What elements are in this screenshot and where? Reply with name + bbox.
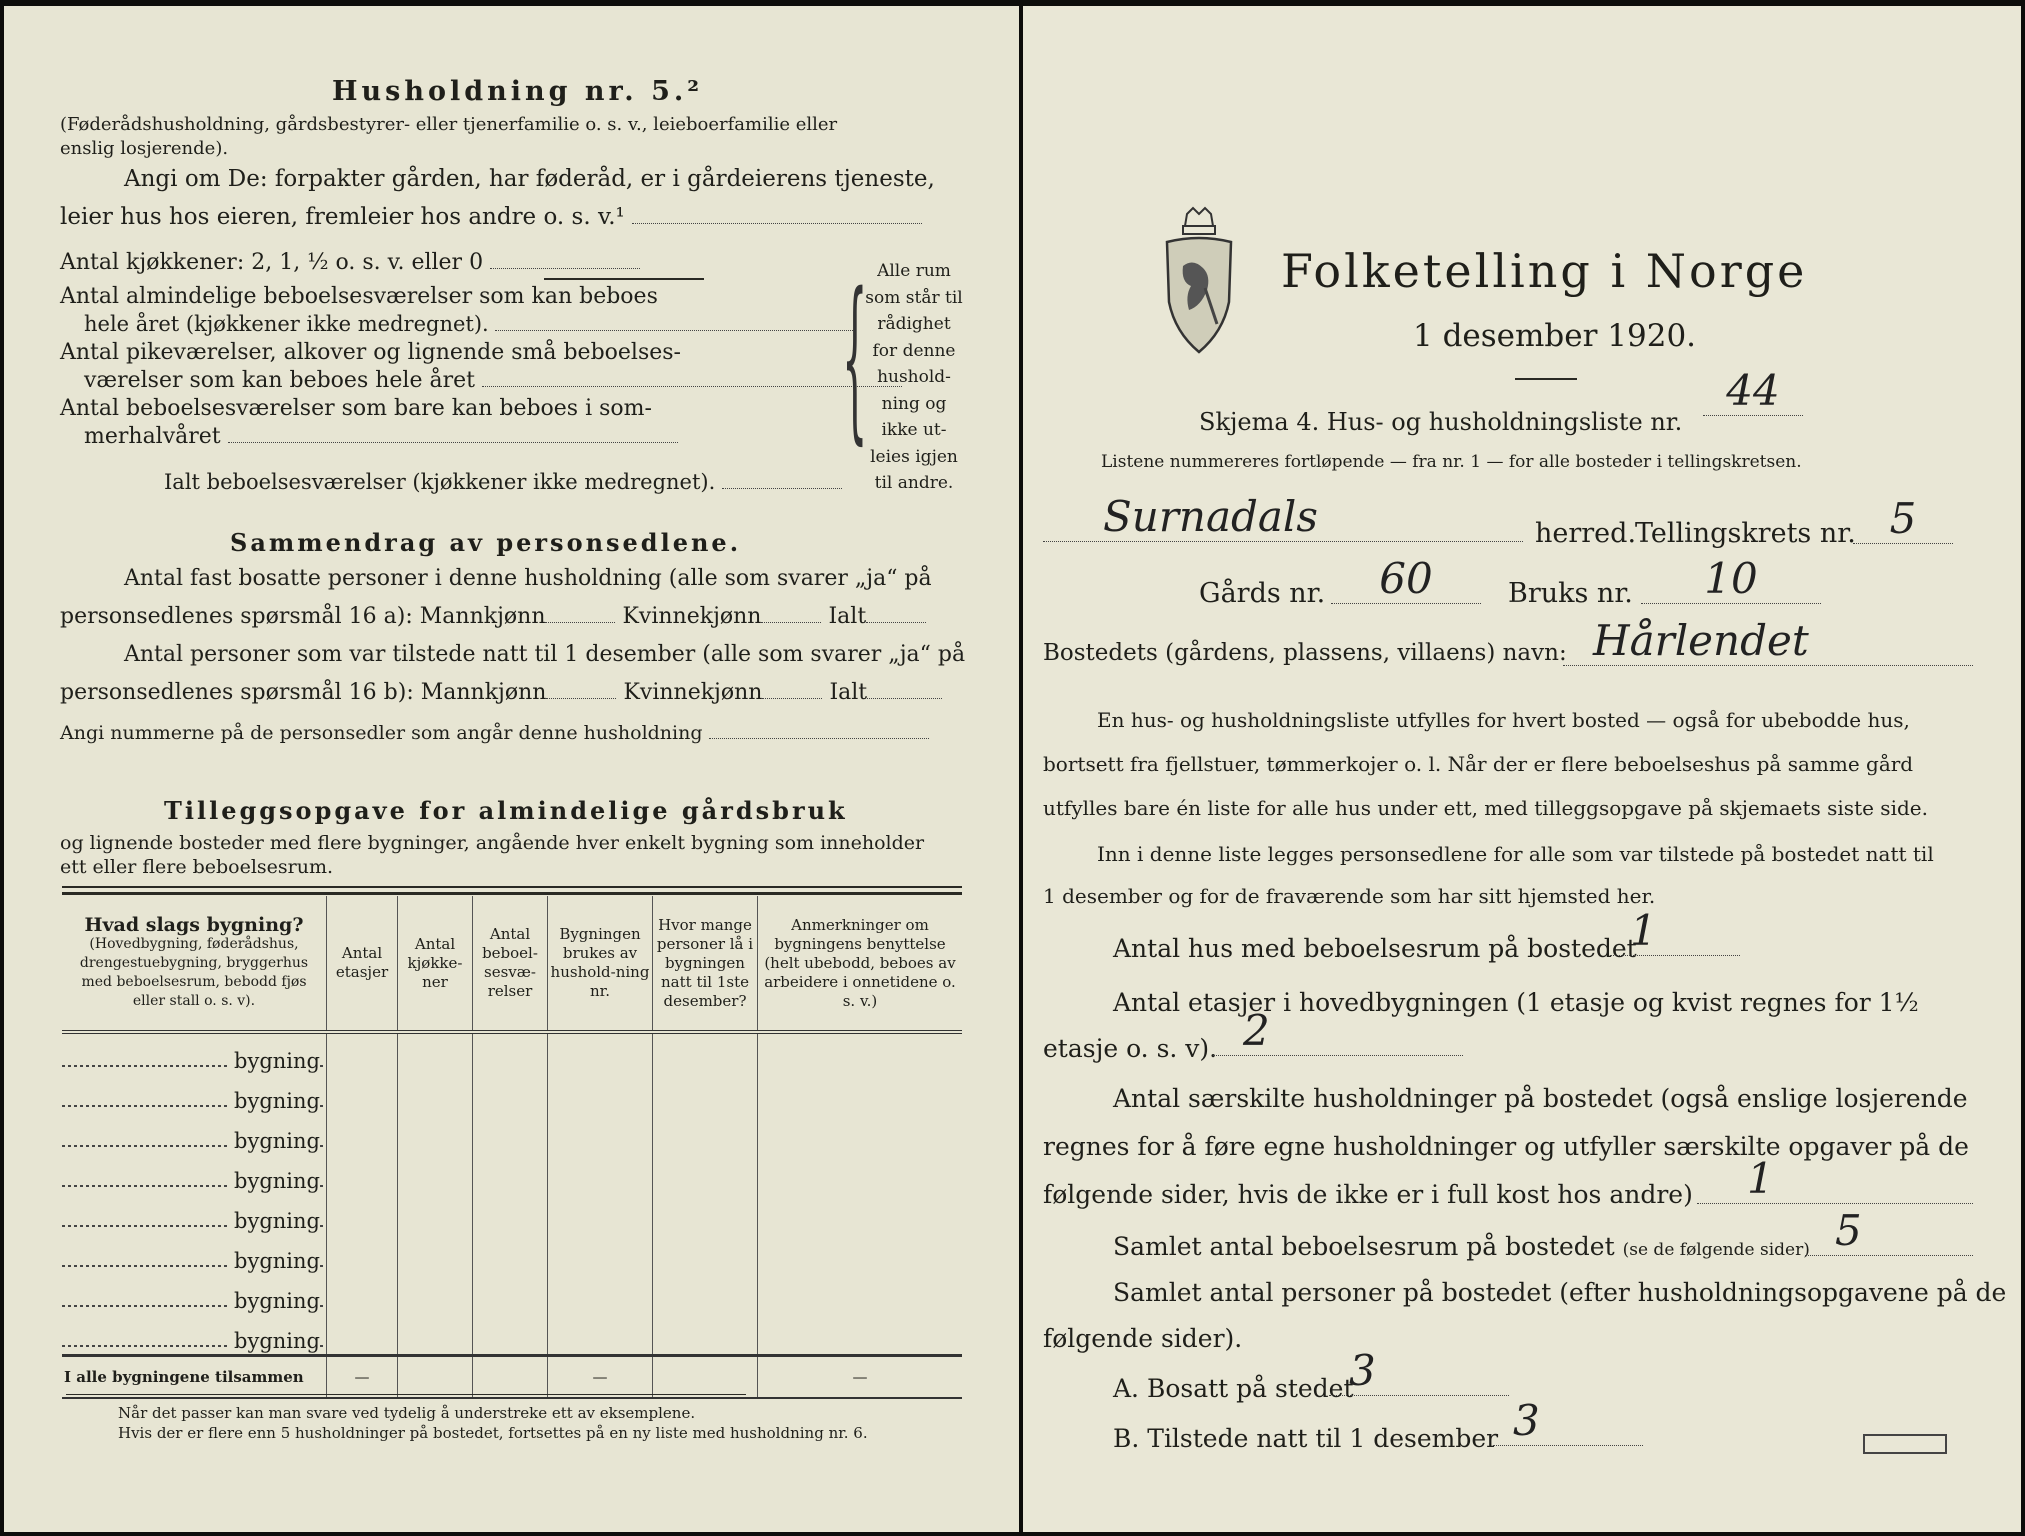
pike-2	[84, 368, 902, 393]
bruks-value: 10	[1641, 554, 1821, 604]
printer-stamp	[1863, 1434, 1947, 1454]
intro-note: (Føderådshusholdning, gårdsbestyrer- eller tjenerfamilie o. s. v., leieboerfamilie eller	[60, 114, 838, 135]
row-cell	[758, 1194, 963, 1234]
brace-line: Alle rum	[877, 261, 951, 281]
mann-fill	[546, 698, 616, 699]
bosatt-label: A. Bosatt på stedet	[1113, 1374, 1354, 1403]
ialt-fill	[867, 698, 942, 699]
table-row	[62, 1114, 962, 1154]
etasjer-2: etasje o. s. v).	[1043, 1034, 1218, 1063]
row-cell	[758, 1234, 963, 1274]
col-vaerelser: Antal beboel-sesvæ-relser	[473, 896, 548, 1032]
brace-line: for denne	[872, 340, 956, 361]
saerskilte-1: Antal særskilte husholdninger på bostedet (også enslige losjerende	[1113, 1084, 1968, 1113]
para2-line: 1 desember og for de fraværende som har sitt hjemsted her.	[1043, 884, 1656, 908]
angi-fill	[632, 223, 922, 224]
table-row	[62, 1074, 962, 1114]
para1-line: bortsett fra fjellstuer, tømmerkojer o. l. Når der er flere beboelseshus på samme gård	[1043, 752, 1914, 776]
row-cell	[398, 1114, 473, 1154]
saerskilte-3: følgende sider, hvis de ikke er i full kost hos andre)	[1043, 1180, 1693, 1209]
pike-1: Antal pikeværelser, alkover og lignende små beboelses-	[60, 340, 681, 365]
table-header-row	[62, 896, 962, 1032]
para1-line: utfylles bare én liste for alle hus under ett, med tilleggsopgave på skjemaets siste side.	[1043, 796, 1928, 820]
total-cell	[653, 1356, 758, 1399]
row-label: bygning	[62, 1114, 327, 1154]
row-cell	[548, 1194, 653, 1234]
row-cell	[653, 1194, 758, 1234]
ialt-label: Ialt	[829, 680, 868, 705]
row-cell	[548, 1234, 653, 1274]
kvinne-label: Kvinnekjønn	[623, 680, 763, 705]
household-title: Husholdning nr. 5.²	[332, 76, 704, 107]
tillegg-2: ett eller flere beboelsesrum.	[60, 856, 334, 878]
tilstede-value: 3	[1493, 1396, 1643, 1446]
brace-line: ning og	[881, 393, 947, 414]
ialt-fill	[866, 622, 926, 623]
tilstede-2	[60, 680, 942, 705]
kjokkener	[60, 250, 640, 275]
row-cell	[548, 1314, 653, 1356]
fast-1: Antal fast bosatte personer i denne husholdning (alle som svarer „ja“ på	[124, 566, 932, 591]
sommer-2-text: merhalvåret	[84, 424, 221, 449]
herred-label: herred.	[1535, 518, 1637, 549]
row-label: bygning	[62, 1314, 327, 1356]
table-row	[62, 1154, 962, 1194]
row-cell	[653, 1154, 758, 1194]
row-cell	[548, 1032, 653, 1074]
row-cell	[653, 1274, 758, 1314]
angi-line-2	[60, 204, 922, 230]
bruks-label: Bruks nr.	[1508, 578, 1633, 609]
coat-of-arms-icon	[1161, 206, 1237, 358]
row-cell	[548, 1074, 653, 1114]
building-table	[62, 896, 962, 1399]
row-cell	[758, 1074, 963, 1114]
row-cell	[398, 1194, 473, 1234]
table-rule	[62, 892, 962, 895]
brace-icon: {	[842, 260, 868, 463]
table-row	[62, 1194, 962, 1234]
table-row	[62, 1314, 962, 1356]
tillegg-1: og lignende bosteder med flere bygninger, angående hver enkelt bygning som inneholder	[60, 832, 925, 854]
sommer-2	[84, 424, 678, 449]
nummerne-fill	[709, 738, 929, 739]
para1-line: En hus- og husholdningsliste utfylles for hvert bosted — også for ubebodde hus,	[1097, 708, 1910, 732]
row-cell	[473, 1234, 548, 1274]
footnote-2: Hvis der er flere enn 5 husholdninger på bostedet, fortsettes på en ny liste med husholdning nr. 6.	[118, 1424, 868, 1442]
brace-note	[862, 258, 966, 497]
row-cell	[327, 1274, 398, 1314]
row-cell	[653, 1314, 758, 1356]
total-row	[62, 1356, 962, 1399]
row-cell	[327, 1194, 398, 1234]
tellingskrets-value: 5	[1853, 494, 1953, 544]
row-label: bygning	[62, 1274, 327, 1314]
row-cell	[327, 1154, 398, 1194]
row-label: bygning	[62, 1234, 327, 1274]
rule	[544, 278, 704, 280]
samlet-rum	[1113, 1232, 1810, 1261]
row-cell	[398, 1074, 473, 1114]
col-etasjer: Antal etasjer	[327, 896, 398, 1032]
samlet-pers-1: Samlet antal personer på bostedet (efter husholdningsopgavene på de	[1113, 1278, 2007, 1307]
bosted-value: Hårlendet	[1563, 616, 1973, 666]
row-cell	[327, 1114, 398, 1154]
row-cell	[473, 1194, 548, 1234]
row-cell	[758, 1114, 963, 1154]
col-anmerkninger: Anmerkninger om bygningens benyttelse (helt ubebodd, beboes av arbeidere i onnetidene o. s. v.)	[764, 915, 956, 1010]
total-cell	[473, 1356, 548, 1399]
col-husholdning: Bygningen brukes av hushold-ning nr.	[548, 896, 653, 1032]
table-rule	[62, 886, 962, 888]
row-cell	[327, 1032, 398, 1074]
col-personer: Hvor mange personer lå i bygningen natt til 1ste desember?	[653, 896, 758, 1032]
row-cell	[398, 1314, 473, 1356]
kjokkener-fill	[490, 268, 640, 269]
saerskilte-2: regnes for å føre egne husholdninger og utfyller særskilte opgaver på de	[1043, 1132, 1969, 1161]
sommer-fill	[228, 442, 678, 443]
ialt-fill	[722, 488, 842, 489]
row-cell	[327, 1314, 398, 1356]
row-cell	[473, 1032, 548, 1074]
tillegg-title: Tilleggsopgave for almindelige gårdsbruk	[164, 796, 848, 825]
samlet-pers-2: følgende sider).	[1043, 1324, 1243, 1353]
table-row	[62, 1032, 962, 1074]
brace-line: til andre.	[874, 473, 954, 493]
gards-label: Gårds nr.	[1199, 578, 1326, 609]
col-type	[62, 896, 327, 1032]
census-date: 1 desember 1920.	[1413, 318, 1697, 354]
kvinne-fill	[762, 698, 822, 699]
brace-line: hushold-	[877, 367, 951, 387]
herred-value: Surnadals	[1043, 492, 1523, 542]
skjema-value: 44	[1703, 366, 1803, 416]
kvinne-label: Kvinnekjønn	[622, 604, 762, 629]
bosatt-value: 3	[1329, 1346, 1509, 1396]
row-cell	[758, 1274, 963, 1314]
total-label: I alle bygningene tilsammen	[62, 1356, 327, 1399]
brace-line: rådighet	[877, 314, 951, 334]
ialt-label: Ialt	[828, 604, 867, 629]
total-dash: —	[852, 1368, 868, 1386]
pike-fill	[482, 386, 902, 387]
row-cell	[473, 1314, 548, 1356]
total-dash: —	[548, 1356, 653, 1399]
fast-2	[60, 604, 926, 629]
antal-hus: Antal hus med beboelsesrum på bostedet	[1113, 934, 1637, 963]
skjema	[1199, 408, 1682, 436]
kjokkener-text: Antal kjøkkener: 2, 1, ½ o. s. v. eller 0	[60, 250, 484, 275]
tilstede-1: Antal personer som var tilstede natt til 1 desember (alle som svarer „ja“ på	[124, 642, 966, 667]
samlet-rum-text: Samlet antal beboelsesrum på bostedet	[1113, 1232, 1615, 1261]
intro-note-2: enslig losjerende).	[60, 138, 229, 159]
tilstede-2-text: personsedlenes spørsmål 16 b): Mannkjønn	[60, 680, 547, 705]
row-label: bygning	[62, 1154, 327, 1194]
footnote-rule	[66, 1394, 746, 1395]
col-type-sub: (Hovedbygning, føderådshus, drengestuebygning, bryggerhus med beboelsesrum, bebodd fjøs eller stall o. s. v).	[79, 935, 309, 1009]
angi-line-2-text: leier hus hos eieren, fremleier hos andre o. s. v.¹	[60, 204, 625, 230]
row-cell	[548, 1274, 653, 1314]
row-cell	[473, 1154, 548, 1194]
row-cell	[327, 1234, 398, 1274]
row-cell	[398, 1274, 473, 1314]
brace-line: som står til	[865, 287, 963, 308]
row-cell	[473, 1074, 548, 1114]
row-cell	[653, 1032, 758, 1074]
census-title: Folketelling i Norge	[1281, 244, 1808, 298]
etasjer-value: 2	[1213, 1006, 1463, 1056]
mann-fill	[545, 622, 615, 623]
row-cell	[758, 1314, 963, 1356]
row-cell	[653, 1234, 758, 1274]
row-cell	[473, 1274, 548, 1314]
row-cell	[653, 1074, 758, 1114]
row-cell	[398, 1154, 473, 1194]
row-cell	[653, 1114, 758, 1154]
tilstede-label: B. Tilstede natt til 1 desember	[1113, 1424, 1499, 1453]
row-label: bygning	[62, 1074, 327, 1114]
nummerne	[60, 722, 929, 744]
col-kjokkener: Antal kjøkke-ner	[398, 896, 473, 1032]
ialt	[164, 470, 842, 494]
skjema-text: Skjema 4. Hus- og husholdningsliste nr.	[1199, 408, 1683, 436]
sammendrag-title: Sammendrag av personsedlene.	[230, 528, 742, 557]
ialt-text: Ialt beboelsesværelser (kjøkkener ikke medregnet).	[164, 470, 716, 494]
brace-line: leies igjen	[870, 446, 958, 467]
saerskilte-value: 1	[1697, 1154, 1973, 1204]
row-cell	[758, 1154, 963, 1194]
angi-line-1: Angi om De: forpakter gården, har føderåd, er i gårdeierens tjeneste,	[124, 166, 935, 192]
antal-hus-value: 1	[1610, 906, 1740, 956]
left-page	[4, 6, 1019, 1532]
tellingskrets-label: Tellingskrets nr.	[1635, 518, 1856, 549]
alm-2	[84, 312, 855, 336]
row-cell	[327, 1074, 398, 1114]
title-rule	[1515, 378, 1577, 380]
table-row	[62, 1274, 962, 1314]
row-cell	[398, 1032, 473, 1074]
samlet-rum-note: (se de følgende sider)	[1622, 1240, 1810, 1260]
pike-2-text: værelser som kan beboes hele året	[84, 368, 475, 393]
brace-line: ikke ut-	[881, 420, 947, 440]
listene-note: Listene nummereres fortløpende — fra nr. 1 — for alle bosteder i tellingskretsen.	[1101, 452, 1802, 472]
row-label: bygning	[62, 1032, 327, 1074]
footnote-1: Når det passer kan man svare ved tydelig å understreke ett av eksemplene.	[118, 1404, 696, 1422]
table-body	[62, 1032, 962, 1356]
row-cell	[398, 1234, 473, 1274]
total-cell	[398, 1356, 473, 1399]
gards-value: 60	[1331, 554, 1481, 604]
col-type-title: Hvad slags bygning?	[84, 913, 304, 936]
row-cell	[758, 1032, 963, 1074]
bosted-label: Bostedets (gårdens, plassens, villaens) navn:	[1043, 640, 1567, 666]
fast-2-text: personsedlenes spørsmål 16 a): Mannkjønn	[60, 604, 546, 629]
row-cell	[548, 1154, 653, 1194]
etasjer-1: Antal etasjer i hovedbygningen (1 etasje og kvist regnes for 1½	[1113, 988, 1919, 1017]
para2-line: Inn i denne liste legges personsedlene for alle som var tilstede på bostedet natt til	[1097, 842, 1934, 866]
right-page	[1023, 6, 2021, 1532]
nummerne-text: Angi nummerne på de personsedler som angår denne husholdning	[60, 722, 703, 744]
kvinne-fill	[761, 622, 821, 623]
row-label: bygning	[62, 1194, 327, 1234]
row-cell	[548, 1114, 653, 1154]
table-row	[62, 1234, 962, 1274]
alm-1: Antal almindelige beboelsesværelser som kan beboes	[60, 284, 658, 309]
alm-fill	[495, 330, 855, 331]
row-cell	[473, 1114, 548, 1154]
sommer-1: Antal beboelsesværelser som bare kan beboes i som-	[60, 396, 652, 421]
total-dash: —	[327, 1356, 398, 1399]
samlet-rum-value: 5	[1805, 1206, 1973, 1256]
alm-2-text: hele året (kjøkkener ikke medregnet).	[84, 312, 489, 336]
